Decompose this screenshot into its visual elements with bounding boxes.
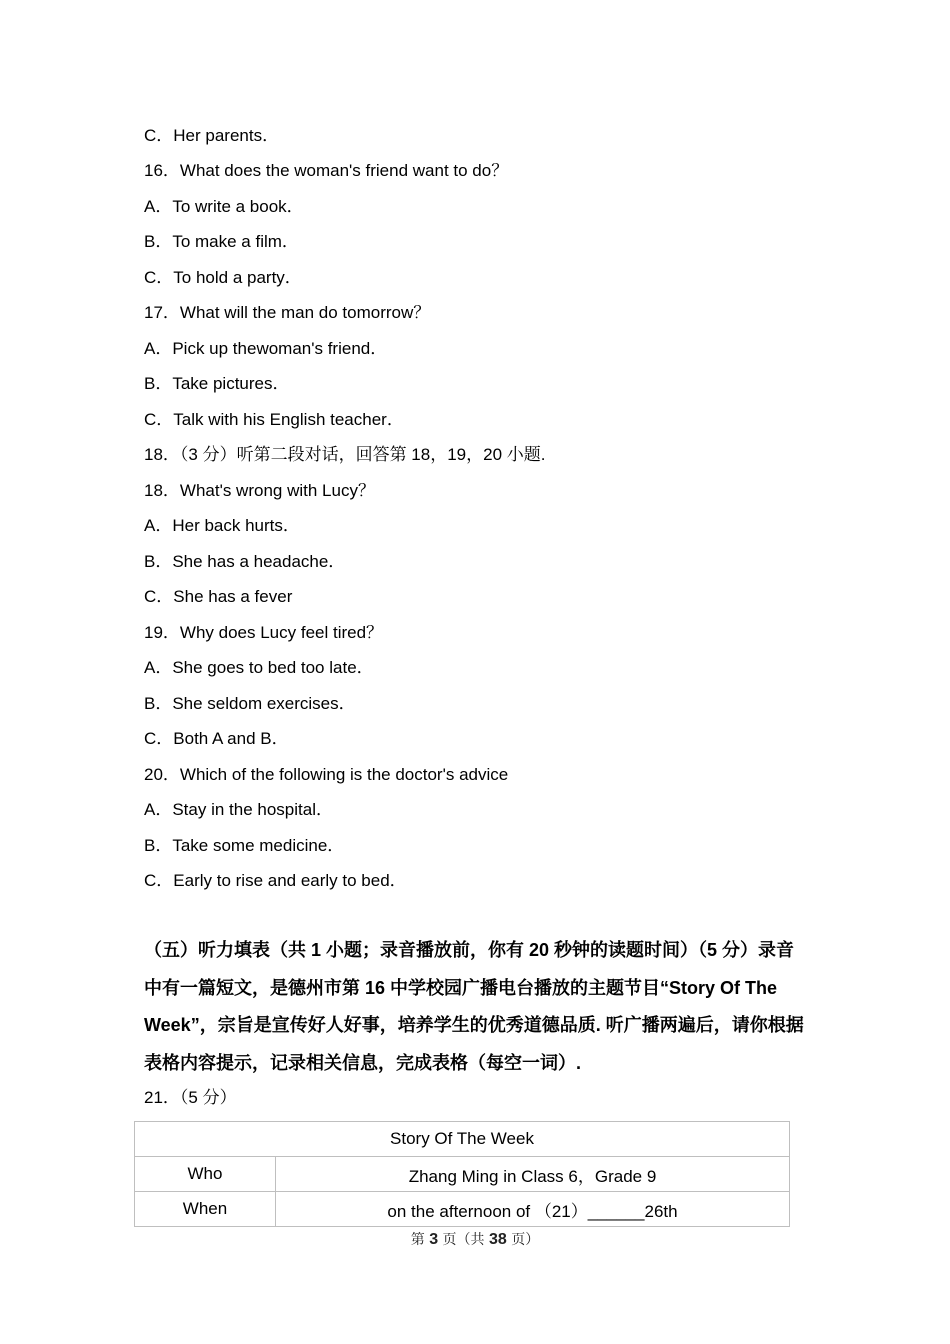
option-c-16: C．To hold a party． — [144, 268, 302, 287]
question-20: 20．Which of the following is the doctor's advice — [144, 765, 509, 784]
table-title: Story Of The Week — [135, 1122, 790, 1157]
footer-prefix: 第 — [410, 1232, 425, 1248]
option-b-19: B．She seldom exercises． — [144, 694, 356, 713]
table-value-when: on the afternoon of （21）______26th — [276, 1192, 790, 1227]
table-title-row — [135, 1122, 790, 1157]
question-16: 16．What does the woman's friend want to do？ — [144, 161, 509, 180]
option-a-17: A．Pick up thewoman's friend． — [144, 339, 388, 358]
option-c-18: C．She has a fever — [144, 587, 293, 606]
option-c-19: C．Both A and B． — [144, 729, 289, 748]
option-c-17: C．Talk with his English teacher． — [144, 410, 404, 429]
option-a-18: A．Her back hurts． — [144, 516, 300, 535]
page-footer — [0, 1229, 950, 1249]
table-label-who: Who — [135, 1157, 276, 1192]
footer-page-number: 3 — [429, 1231, 439, 1248]
option-c-20: C．Early to rise and early to bed． — [144, 871, 407, 890]
table-value-who: Zhang Ming in Class 6，Grade 9 — [276, 1157, 790, 1192]
question-17: 17．What will the man do tomorrow？ — [144, 303, 431, 322]
question-18: 18．What's wrong with Lucy？ — [144, 481, 375, 500]
table-row — [135, 1157, 790, 1192]
section-five-heading: （五）听力填表（共 1 小题；录音播放前，你有 20 秒钟的读题时间）（5 分）录音中有一篇短文，是德州市第 16 中学校园广播电台播放的主题节目“Story Of The Week”，宗旨是宣传好人好事，培养学生的优秀道德品质. 听广播两遍后，请你根据表格内容提示，记录相关信息，完成表格（每空一词）. — [144, 940, 804, 1073]
table-label-when: When — [135, 1192, 276, 1227]
section-instruction-18: 18．（3 分）听第二段对话，回答第 18，19，20 小题. — [144, 445, 546, 464]
option-a-20: A．Stay in the hospital． — [144, 800, 333, 819]
option-b-20: B．Take some medicine． — [144, 836, 345, 855]
option-a-19: A．She goes to bed too late． — [144, 658, 374, 677]
footer-suffix: 页） — [511, 1232, 540, 1248]
option-a-16: A．To write a book． — [144, 197, 304, 216]
story-of-the-week-table — [134, 1121, 790, 1227]
footer-middle: 页（共 — [442, 1232, 485, 1248]
option-c-15: C．Her parents． — [144, 126, 280, 145]
option-b-17: B．Take pictures． — [144, 374, 290, 393]
footer-total-pages: 38 — [489, 1231, 507, 1248]
option-b-16: B．To make a film． — [144, 232, 299, 251]
table-row — [135, 1192, 790, 1227]
question-19: 19．Why does Lucy feel tired？ — [144, 623, 384, 642]
question-21-label: 21．（5 分） — [144, 1088, 237, 1107]
option-b-18: B．She has a headache． — [144, 552, 346, 571]
